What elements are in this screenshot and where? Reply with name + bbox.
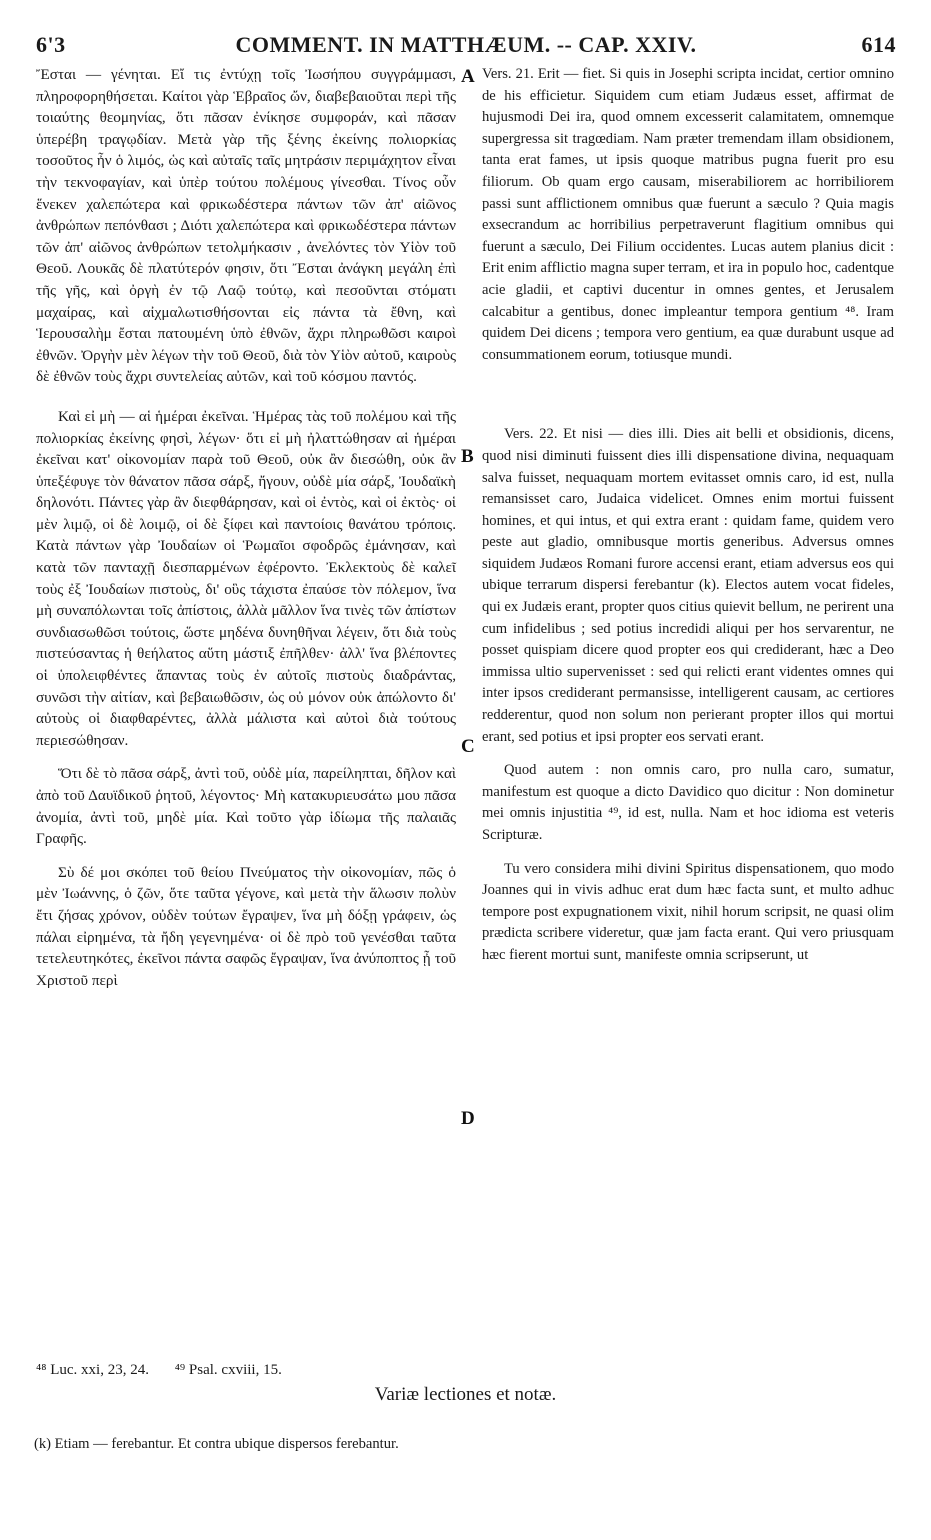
greek-paragraph: Σὺ δέ μοι σκόπει τοῦ θείου Πνεύματος τὴν οἰκονομίαν, πῶς ὁ μὲν Ἰωάννης, ὁ ζῶν, ὅτε ταῦτα γέγονε, καὶ μετὰ τὴν ἅλωσιν πολὺν ἔτι ζήσας χρόνον, οὐδὲν τούτων ἔγραψεν, ἵνα μὴ δόξῃ γράφειν, ὡς πάλαι εἰρημένα, τὰ ἤδη γεγενημένα· οἱ δὲ πρὸ τοῦ γενέσθαι ταῦτα τετελευτηκότες, ἐκεῖνοι πάντα σαφῶς ἔγραψαν, ἵνα ἀνύποπτος ᾖ τοῦ Χριστοῦ περὶ	[36, 863, 456, 989]
footnote: ⁴⁸ Luc. xxi, 23, 24.	[36, 1362, 149, 1378]
greek-paragraph: Ὅτι δὲ τὸ πᾶσα σάρξ, ἀντὶ τοῦ, οὐδὲ μία, παρείληπται, δῆλον καὶ ἀπὸ τοῦ Δαυϊδικοῦ ῥητοῦ, λέγοντος· Μὴ κατακυριευσάτω μου πᾶσα ἀνομία, ἀντὶ τοῦ, μηδὲ μία. Καὶ τοῦτο γὰρ ἰδίωμα τῆς παλαιᾶς Γραφῆς.	[36, 765, 456, 848]
margin-marker-c: C	[461, 736, 475, 757]
variae-note: (k) Etiam — ferebantur. Et contra ubique dispersos ferebantur.	[34, 1436, 399, 1452]
page-number-left: 6'3	[36, 32, 66, 57]
latin-paragraph: Tu vero considera mihi divini Spiritus dispensationem, quo modo Joannes qui in vivis adhuc erat dum hæc facta sunt, et multo adhuc tempore post expugnationem vixit, nihil horum scripsit, ne quasi olim prædicta scribere videretur, quæ jam facta erant. Qui vero priusquam hæc fierent mortui sunt, manifeste omnia scripserunt, ut	[482, 860, 894, 963]
greek-paragraph: Καὶ εἰ μὴ — αἱ ἡμέραι ἐκεῖναι. Ἡμέρας τὰς τοῦ πολέμου καὶ τῆς πολιορκίας ἐκείνης φησὶ, λέγων· ὅτι εἰ μὴ ἠλαττώθησαν αἱ ἡμέραι ἐκεῖναι κατ' οἰκονομίαν παρὰ τοῦ Θεοῦ, οὐκ ἂν διεσώθη, οὐκ ἂν ὑπεξέφυγε τὸν θάνατον πᾶσα σάρξ, ἤγουν, οὐδὲ μία σάρξ, Ἰουδαϊκὴ δηλονότι. Πάντες γὰρ ἂν διεφθάρησαν, καὶ οἱ ἐντὸς, καὶ οἱ ἐκτὸς· οἱ μὲν λιμῷ, οἱ δὲ λοιμῷ, οἱ δὲ ξίφει καὶ παντοίοις θανάτου τρόποις. Κατὰ πάντων γὰρ Ἰουδαίων οἱ Ῥωμαῖοι σφοδρῶς ἐμάνησαν, καὶ κατὰ τῶν πανταχῇ διεσπαρμένων ἐφέροντο. Ἐκλεκτοὺς δὲ καλεῖ τοὺς ἐξ Ἰουδαίων πιστοὺς, δι' οὓς τάχιστα ἐπαύσε τὸν πόλεμον, ἵνα μὴ συναπόλωνται τοῖς ἀπίστοις, ἀλλὰ μᾶλλον ἵνα τινὲς τῶν ἀπίστων συνδιασωθῶσι τούτοις, ὥστε μηδένα δυνηθῆναι λέγειν, ὅτι διὰ τοὺς πιστεύσαντας ἡ θεήλατος αὕτη μάστιξ ἐπῆλθεν· ἀλλ' ἵνα βλέποντες οἱ ὑπολειφθέντες ἅπαντας τοὺς ἐν αὐτοῖς πιστοὺς διαδράντας, συνῶσι τὴν αἰτίαν, καὶ βεβαιωθῶσιν, ὡς οὐ μόνον οὐκ ἀπώλοντο δι' αὐτοὺς οἱ διαφθαρέντες, ἀλλὰ μάλιστα καὶ αὐτοὶ διὰ τούτους περιεσώθησαν.	[36, 407, 456, 749]
greek-column	[36, 64, 456, 1003]
running-header	[36, 32, 896, 60]
margin-marker-d: D	[461, 1108, 475, 1129]
greek-paragraph: Ἔσται — γένηται. Εἴ τις ἐντύχῃ τοῖς Ἰωσήπου συγγράμμασι, πληροφορηθήσεται. Καίτοι γὰρ Ἑβραῖος ὤν, διαβεβαιοῦται περὶ τῆς τοιαύτης θεομηνίας, ὅτι πᾶσαν ἐνίκησε συμφοράν, καὶ πᾶσαν ὑπερέβη τραγῳδίαν. Μετὰ γὰρ τῆς ξένης ἐκείνης πολιορκίας τοσοῦτος ἦν ὁ λιμός, ὡς καὶ αὐταῖς ταῖς μητράσιν περιμάχητον εἶναι τὴν τεκνοφαγίαν, καὶ ὑπὲρ τούτου πολέμους γίνεσθαι. Τίνος οὖν ἕνεκεν χαλεπώτερα καὶ φρικωδέστερα πάντων τῶν ἀπ' αἰῶνος ἀνθρώπων πεπόνθασι ; Διότι χαλεπώτερα καὶ φρικωδέστερα πάντων τῶν ἀπ' αἰῶνος ἀνθρώπων τετολμήκασιν , ἀνελόντες τὸν Υἱὸν τοῦ Θεοῦ. Λουκᾶς δὲ πλατύτερόν φησιν, ὅτι Ἔσται ἀνάγκη μεγάλη ἐπὶ τῆς γῆς, καὶ ὀργὴ ἐν τῷ Λαῷ τούτῳ, καὶ πεσοῦνται στόματι μαχαίρας, καὶ αἰχμαλωτισθήσονται εἰς πάντα τὰ ἔθνη, καὶ Ἱερουσαλὴμ ἔσται πατουμένη ὑπὸ ἐθνῶν, ἄχρι πληρωθῶσι καιροὶ ἐθνῶν. Ὀργὴν μὲν λέγων τὴν τοῦ Θεοῦ, διὰ τὸν Υἱὸν αὐτοῦ, καιροὺς δὲ ἐθνῶν τοὺς ἄχρι συντελείας αὐτῶν, καὶ τοῦ κόσμου παντός.	[36, 66, 456, 386]
footnotes	[36, 1362, 896, 1379]
footnote: ⁴⁹ Psal. cxviii, 15.	[174, 1362, 282, 1378]
latin-paragraph: Vers. 21. Erit — fiet. Si quis in Josephi scripta incidat, certior omnino de his efficietur. Siquidem cum etiam Judæus esset, affirmat de hujusmodi Dei ira, quod omnem excesserit calamitatem, omnemque supergressa sit tragœdiam. Nam præter tremendam illam obsidionem, tanta erat fames, ut ipsis quoque matribus pugna fuerit pro esu filiorum. Ob quam ergo causam, miserabiliorem ac horribiliorem passi sunt afflictionem omnibus quæ fuerunt a sæculo ? Quia magis exsecrandum ac horribilius perpetraverunt flagitium omnibus qui fuerunt a sæculo, Dei Filium occidentes. Lucas autem planius dicit : Erit enim afflictio magna super terram, et ira in populo hoc, cadentque acie gladii, et captivi ducentur in omnes gentes, et Jerusalem calcabitur a gentibus, donec impleantur tempora gentium ⁴⁸. Iram quidem Dei dicens ; tempora vero gentium, ea quæ durabunt usque ad consummationem eorum, totiusque mundi.	[482, 66, 894, 363]
margin-marker-b: B	[461, 446, 474, 467]
latin-paragraph: Vers. 22. Et nisi — dies illi. Dies ait belli et obsidionis, dicens, quod nisi diminuti fuissent dies illi dispensatione divina, nequaquam salva fuisset, nequaquam mortem evitasset omnis caro, id est, nulla remansisset caro, Judaica videlicet. Omnes enim mortui fuissent homines, et qui intus, et qui extra erant : quidam fame, quidem vero peste aut gladio, omnibusque mortis generibus. Adversus omnes siquidem Judæos Romani furore accensi erant, etiam adversus eos qui ubique terrarum dispersi ferebantur (k). Electos autem vocat fideles, qui ex Judæis erant, propter quos citius quievit bellum, ne perirent una cum infidelibus ; sed potius incredidi aliqui per hos servarentur, ne posset quispiam dicere quod propter eos qui crediderant, hæc a Deo immissa ultio supervenisset : sed qui relicti erant videntes omnes qui inter ipsos crediderant permansisse, intelligerent causam, ac certiores redderentur, quod non solum non perierant propter illos qui mortui erant, sed potius et ipsi propter eos servati erant.	[482, 426, 894, 745]
page-number-right: 614	[861, 32, 896, 57]
variae-heading: Variæ lectiones et notæ.	[374, 1384, 557, 1405]
margin-marker-a: A	[461, 66, 475, 87]
latin-paragraph: Quod autem : non omnis caro, pro nulla caro, sumatur, manifestum est quoque a dicto Davidico quo dicitur : Non dominetur mei omnis injustitia ⁴⁹, id est, nulla. Nam et hoc idioma est veteris Scripturæ.	[482, 762, 894, 843]
page-title: COMMENT. IN MATTHÆUM. -- CAP. XXIV.	[235, 32, 697, 57]
latin-column	[482, 64, 894, 979]
